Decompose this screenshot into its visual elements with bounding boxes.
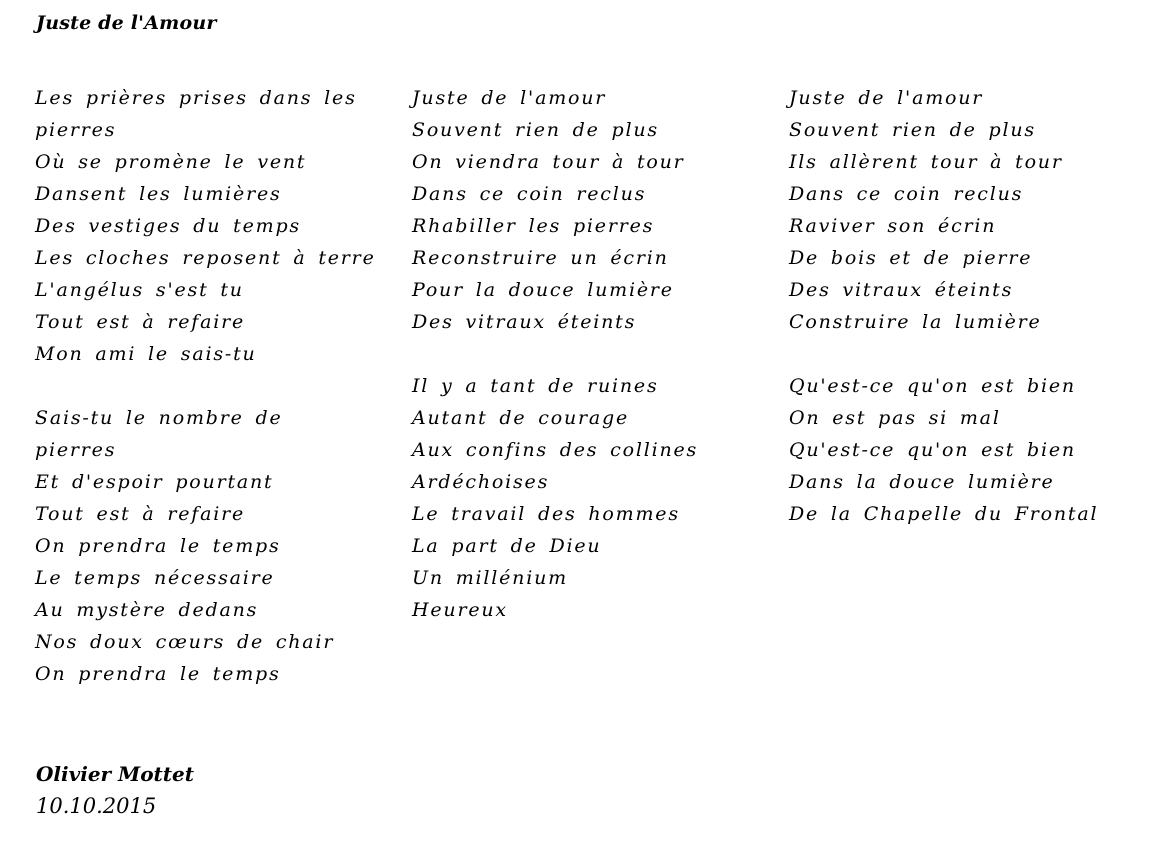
poem-line: Souvent rien de plus: [412, 119, 659, 141]
poem-line: Les cloches reposent à terre: [35, 247, 376, 269]
poem-column-2: [412, 82, 742, 626]
poem-line: Dans ce coin reclus: [412, 183, 647, 205]
author-signature: Olivier Mottet: [36, 762, 194, 786]
poem-line: Le temps nécessaire: [35, 567, 275, 589]
poem-line: Souvent rien de plus: [789, 119, 1036, 141]
poem-line: Il y a tant de ruines: [412, 375, 659, 397]
poem-line: Ardéchoises: [412, 471, 550, 493]
poem-line: On prendra le temps: [35, 535, 281, 557]
poem-line: L'angélus s'est tu: [35, 279, 244, 301]
poem-line: Aux confins des collines: [412, 439, 699, 461]
stanza-break: [412, 338, 742, 370]
poem-column-3: [789, 82, 1119, 530]
stanza-break: [789, 338, 1119, 370]
poem-line: Tout est à refaire: [35, 311, 246, 333]
poem-line: On est pas si mal: [789, 407, 1001, 429]
poem-line: Rhabiller les pierres: [412, 215, 655, 237]
poem-line: Reconstruire un écrin: [412, 247, 669, 269]
poem-line: La part de Dieu: [412, 535, 602, 557]
poem-line: Juste de l'amour: [789, 87, 984, 109]
poem-line: Qu'est-ce qu'on est bien: [789, 439, 1076, 461]
poem-line: Sais-tu le nombre de: [35, 407, 283, 429]
poem-line: Construire la lumière: [789, 311, 1042, 333]
poem-line: De bois et de pierre: [789, 247, 1033, 269]
poem-title: Juste de l'Amour: [36, 12, 217, 34]
poem-line: Juste de l'amour: [412, 87, 607, 109]
poem-line: Au mystère dedans: [35, 599, 259, 621]
poem-line: Dans ce coin reclus: [789, 183, 1024, 205]
poem-line: pierres: [35, 119, 117, 141]
poem-line: Dans la douce lumière: [789, 471, 1055, 493]
poem-line: On viendra tour à tour: [412, 151, 685, 173]
poem-line: Raviver son écrin: [789, 215, 997, 237]
poem-line: Dansent les lumières: [35, 183, 282, 205]
poem-line: Heureux: [412, 599, 508, 621]
poem-line: Autant de courage: [412, 407, 630, 429]
poem-date: 10.10.2015: [36, 794, 157, 818]
poem-line: Mon ami le sais-tu: [35, 343, 257, 365]
poem-line: Les prières prises dans les: [35, 87, 357, 109]
poem-line: Nos doux cœurs de chair: [35, 631, 335, 653]
poem-line: Ils allèrent tour à tour: [789, 151, 1063, 173]
poem-line: Qu'est-ce qu'on est bien: [789, 375, 1076, 397]
poem-line: pierres: [35, 439, 117, 461]
poem-column-1: [35, 82, 376, 690]
poem-line: Des vestiges du temps: [35, 215, 301, 237]
poem-line: De la Chapelle du Frontal: [789, 503, 1099, 525]
poem-line: Tout est à refaire: [35, 503, 246, 525]
poem-line: Le travail des hommes: [412, 503, 680, 525]
poem-line: Pour la douce lumière: [412, 279, 674, 301]
poem-line: Et d'espoir pourtant: [35, 471, 274, 493]
stanza-break: [35, 370, 325, 402]
poem-line: Des vitraux éteints: [789, 279, 1014, 301]
poem-line: Un millénium: [412, 567, 568, 589]
poem-line: Où se promène le vent: [35, 151, 307, 173]
poem-line: Des vitraux éteints: [412, 311, 637, 333]
poem-line: On prendra le temps: [35, 663, 281, 685]
